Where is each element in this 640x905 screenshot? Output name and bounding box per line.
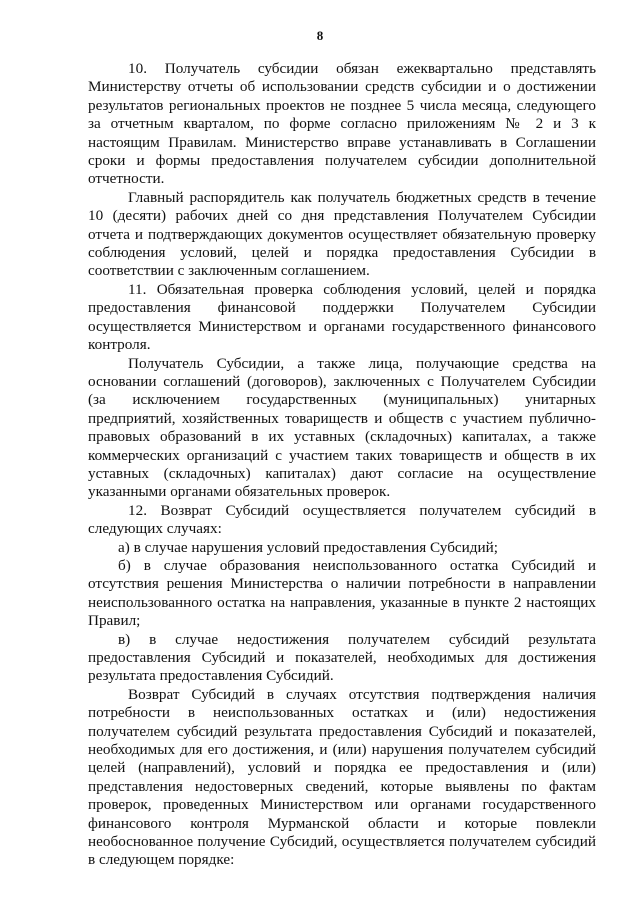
paragraph-main-manager-check: Главный распорядитель как получатель бюджетных средств в течение 10 (десяти) рабочих дней со дня представления Получателем Субсидии отчета и подтверждающих документов осуществляет обязательную проверку соблюдения условий, целей и порядка предоставления Субсидии в соответствии с заключенным соглашением. <box>88 188 596 280</box>
paragraph-recipient-consent: Получатель Субсидии, а также лица, получающие средства на основании соглашений (договоров), заключенных с Получателем Субсидии (за исключением государственных (муниципальных) унитарных предприятий, хозяйственных товариществ и обществ с участием публично-правовых образований в их уставных (складочных) капиталах, а также коммерческих организаций с участием таких товариществ и обществ в их уставных (складочных) капиталах) дают согласие на осуществление указанными органами обязательных проверок. <box>88 354 596 501</box>
page-number: 8 <box>316 28 324 43</box>
list-item-b: б) в случае образования неиспользованного остатка Субсидий и отсутствия решения Министерства о наличии потребности в направлении неиспользованного остатка на направления, указанные в пункте 2 настоящих Правил; <box>88 556 596 630</box>
paragraph-return-procedure: Возврат Субсидий в случаях отсутствия подтверждения наличия потребности в неиспользованных остатках и (или) недостижения получателем субсидий результата предоставления Субсидий и показателей, необходимых для его достижения, и (или) нарушения получателем субсидий целей (направлений), условий и порядка ее предоставления и (или) представления недостоверных сведений, которые выявлены по фактам проверок, проведенных Министерством или органами государственного финансового контроля Мурманской области и которые повлекли необоснованное получение Субсидий, осуществляется получателем субсидий в следующем порядке: <box>88 685 596 869</box>
paragraph-12-return-cases: 12. Возврат Субсидий осуществляется получателем субсидий в следующих случаях: <box>88 501 596 538</box>
document-body <box>88 60 596 870</box>
list-item-a: а) в случае нарушения условий предоставления Субсидий; <box>118 538 498 556</box>
list-item-v: в) в случае недостижения получателем субсидий результата предоставления Субсидий и показателей, необходимых для достижения результата предоставления Субсидий. <box>88 630 596 685</box>
paragraph-10-reports: 10. Получатель субсидии обязан ежеквартально представлять Министерству отчеты об использовании средств субсидии и о достижении результатов региональных проектов не позднее 5 числа месяца, следующего за отчетным кварталом, по форме согласно приложениям № 2 и 3 к настоящим Правилам. Министерство вправе устанавливать в Соглашении сроки и формы предоставления получателем субсидии дополнительной отчетности. <box>88 60 596 188</box>
paragraph-11-mandatory-check: 11. Обязательная проверка соблюдения условий, целей и порядка предоставления финансовой поддержки Получателем Субсидии осуществляется Министерством и органами государственного финансового контроля. <box>88 280 596 354</box>
